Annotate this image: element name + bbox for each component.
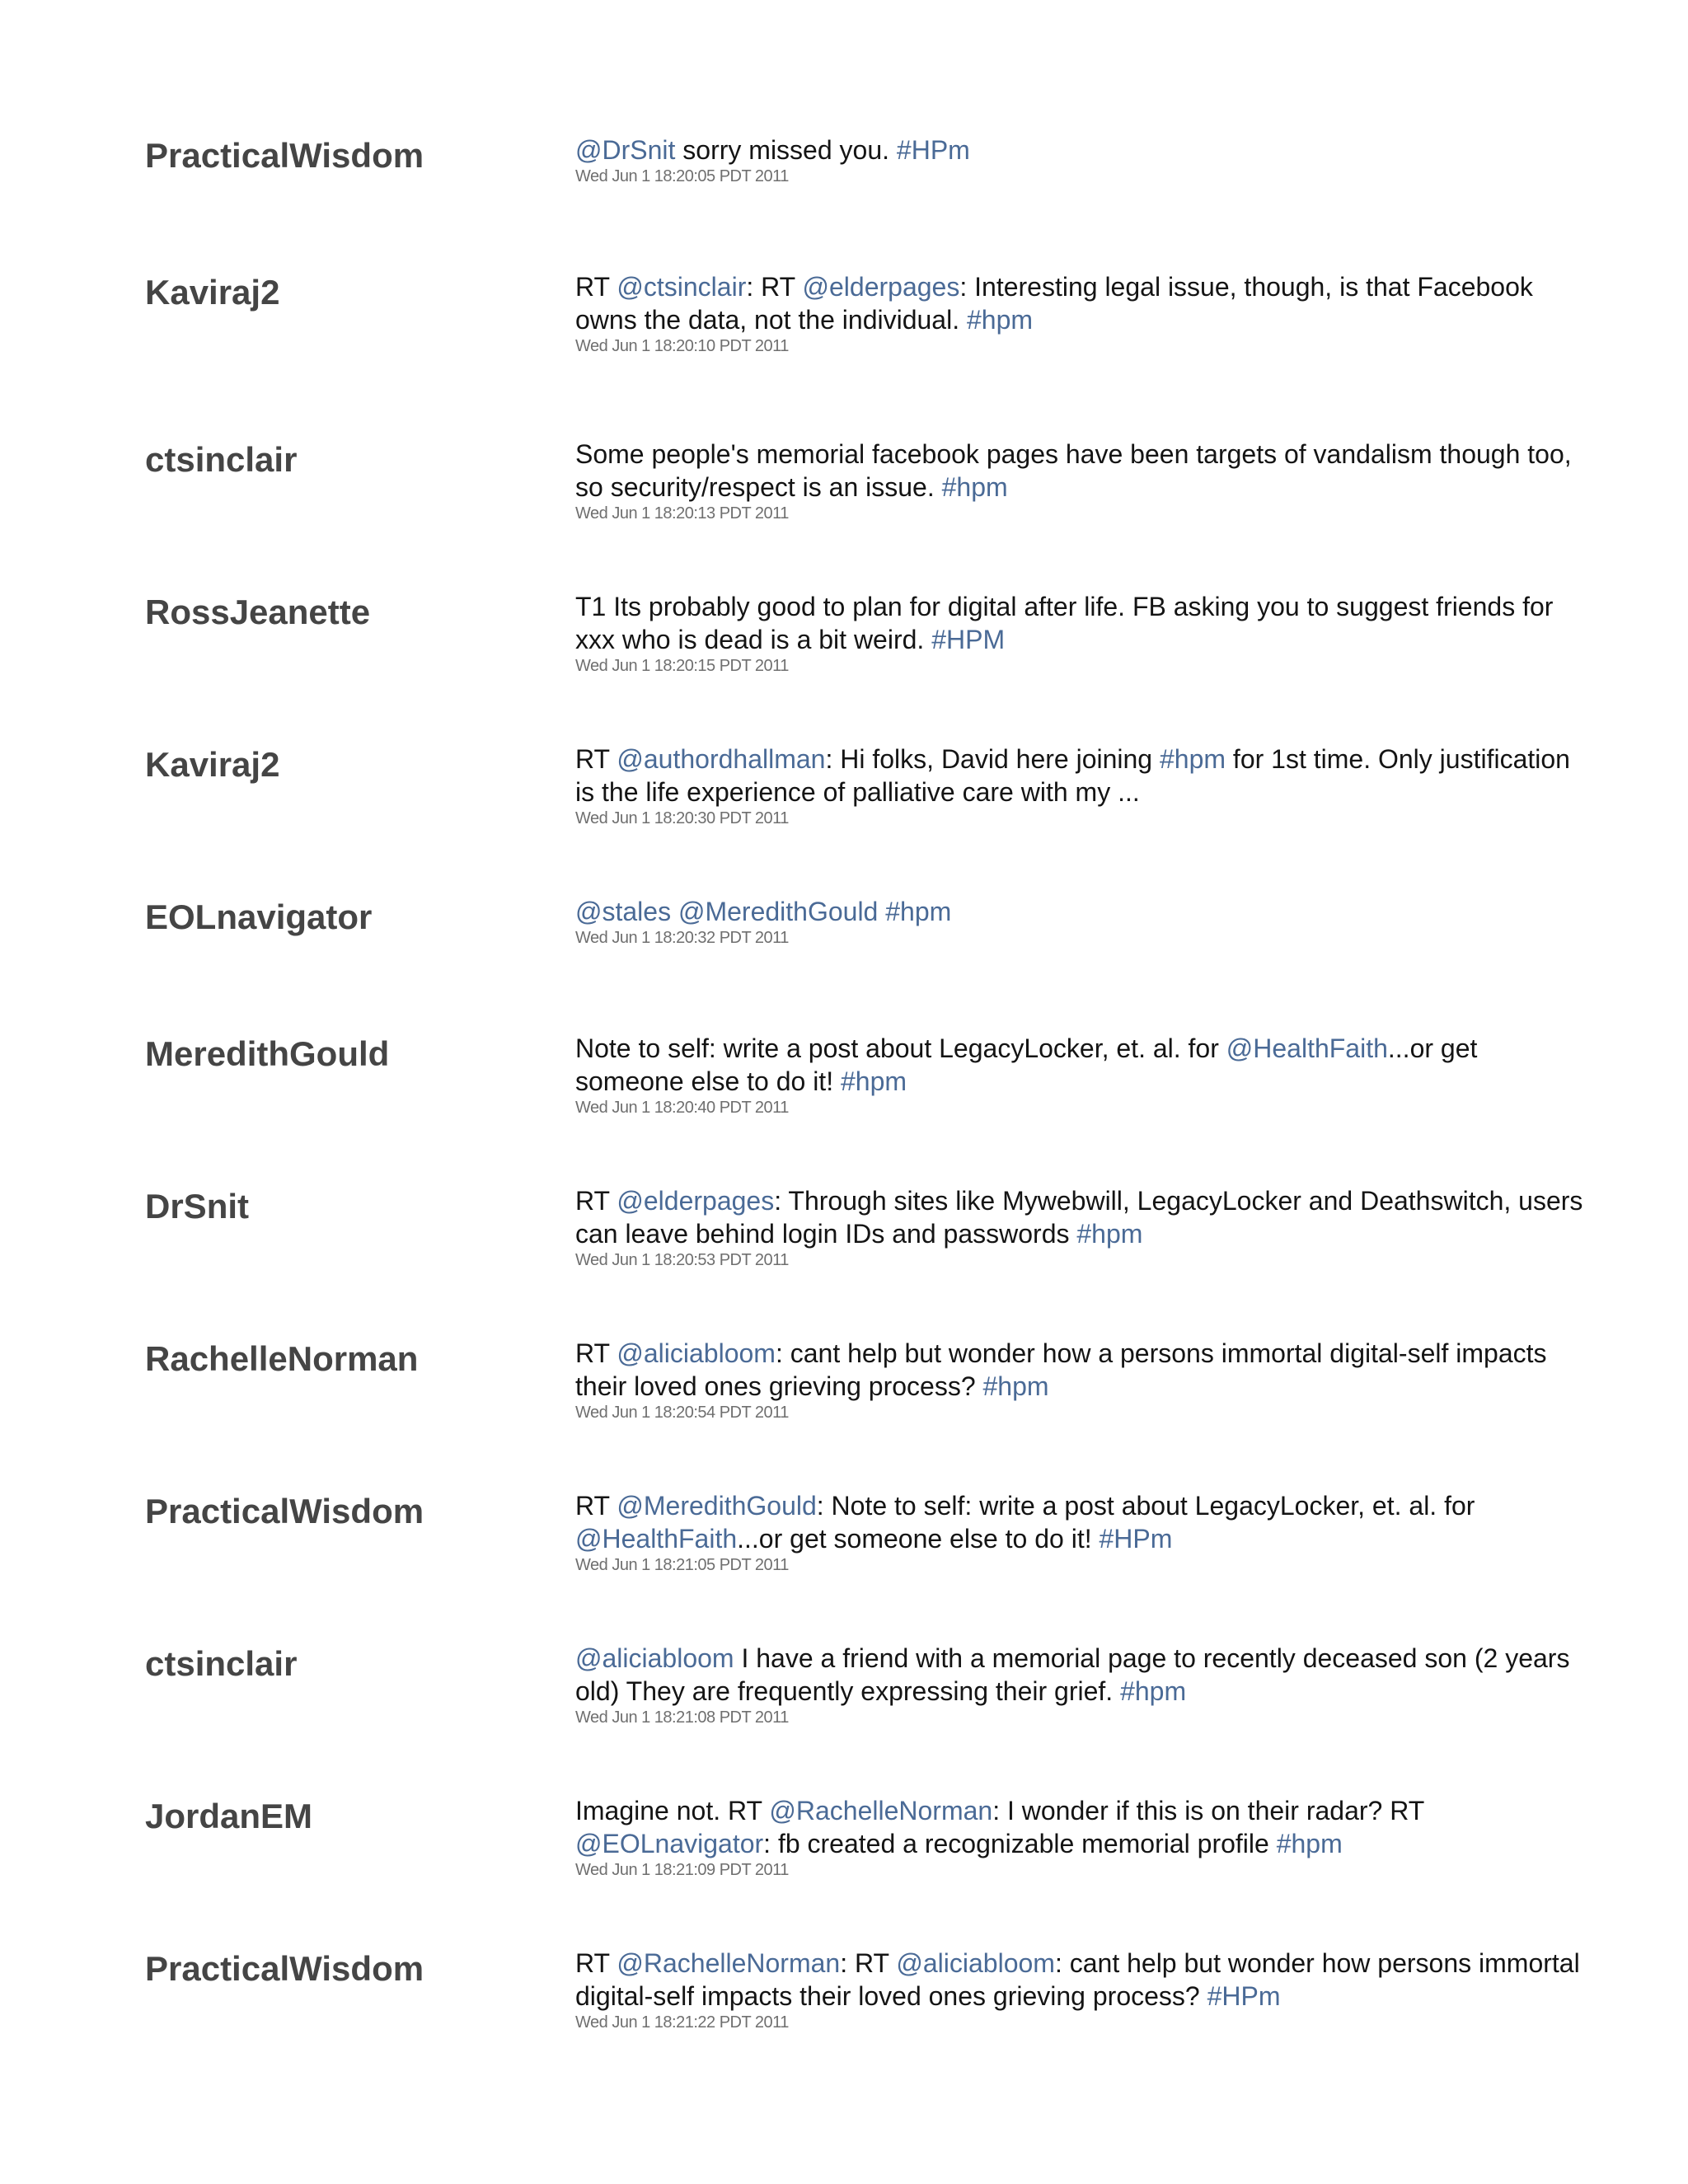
tweet-text-segment: : I wonder if this is on their radar? RT <box>992 1796 1424 1825</box>
mention-link[interactable]: @MeredithGould <box>678 897 879 926</box>
mention-link[interactable]: @EOLnavigator <box>575 1829 764 1858</box>
tweet-body <box>575 1337 1589 1422</box>
tweet-body <box>575 743 1589 828</box>
tweet-text-segment: Some people's memorial facebook pages have been targets of vandalism though too, so security/respect is an issue. <box>575 439 1572 502</box>
tweet-author: RachelleNorman <box>145 1339 419 1378</box>
tweet-text-segment: RT <box>575 1186 617 1216</box>
tweet-timestamp: Wed Jun 1 18:20:30 PDT 2011 <box>575 809 789 827</box>
hashtag-link[interactable]: #hpm <box>966 305 1034 335</box>
tweet-text-segment: Note to self: write a post about LegacyLocker, et. al. for <box>575 1033 1226 1063</box>
tweet-timestamp: Wed Jun 1 18:20:40 PDT 2011 <box>575 1099 789 1117</box>
tweet-text-segment: : cant help but wonder how a persons immortal digital-self impacts their loved ones grieving process? <box>575 1338 1547 1401</box>
hashtag-link[interactable]: #hpm <box>1076 1219 1143 1249</box>
tweet-author: ctsinclair <box>145 1644 298 1683</box>
tweet-text-segment: : Note to self: write a post about LegacyLocker, et. al. for <box>816 1491 1475 1521</box>
mention-link[interactable]: @aliciabloom <box>896 1948 1055 1978</box>
hashtag-link[interactable]: #hpm <box>1120 1676 1187 1706</box>
tweet-text <box>575 270 1589 336</box>
tweet-text-segment: : cant help but wonder how persons immortal digital-self impacts their loved ones grieving process? <box>575 1948 1580 2011</box>
tweet-author: PracticalWisdom <box>145 136 424 175</box>
tweet-body <box>575 590 1589 676</box>
mention-link[interactable]: @HealthFaith <box>1226 1033 1388 1063</box>
tweet-text <box>575 1184 1589 1250</box>
tweet-text-segment: RT <box>575 1491 617 1521</box>
tweet-author: JordanEM <box>145 1797 313 1835</box>
tweet-text <box>575 1794 1589 1860</box>
tweet-text-segment: RT <box>575 272 617 302</box>
tweet-text <box>575 438 1589 504</box>
hashtag-link[interactable]: #hpm <box>1276 1829 1343 1858</box>
tweet-author: DrSnit <box>145 1187 249 1226</box>
tweet-author: RossJeanette <box>145 593 371 631</box>
tweet-text-segment: : RT <box>840 1948 897 1978</box>
tweet-body <box>575 1032 1589 1118</box>
mention-link[interactable]: @authordhallman <box>617 744 826 774</box>
tweet-timestamp: Wed Jun 1 18:20:54 PDT 2011 <box>575 1404 789 1422</box>
tweet-body <box>575 1184 1589 1270</box>
tweet-text-segment <box>671 897 678 926</box>
tweet-author: MeredithGould <box>145 1034 390 1073</box>
tweet-timestamp: Wed Jun 1 18:20:53 PDT 2011 <box>575 1251 789 1269</box>
tweet-text-segment: RT <box>575 1338 617 1368</box>
tweet-body <box>575 1794 1589 1880</box>
mention-link[interactable]: @DrSnit <box>575 135 676 165</box>
tweet-author: EOLnavigator <box>145 898 373 936</box>
tweet-text-segment: : Through sites like Mywebwill, LegacyLocker and Deathswitch, users can leave behind login IDs and passwords <box>575 1186 1583 1249</box>
tweet-timestamp: Wed Jun 1 18:20:13 PDT 2011 <box>575 504 789 523</box>
hashtag-link[interactable]: #hpm <box>840 1066 907 1096</box>
hashtag-link[interactable]: #hpm <box>1159 744 1226 774</box>
mention-link[interactable]: @RachelleNorman <box>769 1796 993 1825</box>
tweet-text-segment: RT <box>575 1948 617 1978</box>
mention-link[interactable]: @MeredithGould <box>617 1491 817 1521</box>
tweet-text-segment: : Hi folks, David here joining <box>825 744 1160 774</box>
tweet-body <box>575 1489 1589 1575</box>
tweet-timestamp: Wed Jun 1 18:21:09 PDT 2011 <box>575 1861 789 1879</box>
tweet-text <box>575 134 1589 166</box>
tweet-author: Kaviraj2 <box>145 745 280 784</box>
tweet-text <box>575 895 1589 928</box>
tweet-body <box>575 1947 1589 2032</box>
tweet-text-segment: : fb created a recognizable memorial profile <box>763 1829 1277 1858</box>
tweet-text <box>575 1032 1589 1098</box>
tweet-text-segment: sorry missed you. <box>675 135 897 165</box>
hashtag-link[interactable]: #HPm <box>1099 1524 1173 1554</box>
tweet-author: Kaviraj2 <box>145 273 280 312</box>
tweet-text-segment: : RT <box>746 272 803 302</box>
mention-link[interactable]: @stales <box>575 897 672 926</box>
mention-link[interactable]: @aliciabloom <box>575 1643 734 1673</box>
tweet-author: ctsinclair <box>145 440 298 479</box>
tweet-body <box>575 438 1589 523</box>
tweet-timestamp: Wed Jun 1 18:21:08 PDT 2011 <box>575 1708 789 1727</box>
tweet-body <box>575 270 1589 356</box>
tweet-text <box>575 590 1589 656</box>
tweet-text <box>575 1947 1589 2013</box>
mention-link[interactable]: @elderpages <box>617 1186 775 1216</box>
hashtag-link[interactable]: #hpm <box>982 1371 1049 1401</box>
tweet-text-segment: T1 Its probably good to plan for digital after life. FB asking you to suggest friends for xxx who is dead is a bit weird. <box>575 592 1554 654</box>
tweet-timestamp: Wed Jun 1 18:20:10 PDT 2011 <box>575 337 789 355</box>
tweet-author: PracticalWisdom <box>145 1492 424 1530</box>
tweet-text-segment: RT <box>575 744 617 774</box>
tweet-body <box>575 895 1589 948</box>
tweet-text-segment: I have a friend with a memorial page to recently deceased son (2 years old) They are frequently expressing their grief. <box>575 1643 1570 1706</box>
tweet-text-segment: for 1st time. Only justification is the life experience of palliative care with my ... <box>575 744 1570 807</box>
mention-link[interactable]: @elderpages <box>802 272 960 302</box>
tweet-text <box>575 743 1589 808</box>
hashtag-link[interactable]: #HPM <box>931 625 1006 654</box>
tweet-timestamp: Wed Jun 1 18:20:32 PDT 2011 <box>575 929 789 947</box>
tweet-author: PracticalWisdom <box>145 1949 424 1988</box>
mention-link[interactable]: @aliciabloom <box>617 1338 776 1368</box>
tweet-text <box>575 1337 1589 1403</box>
tweet-text <box>575 1642 1589 1708</box>
tweet-text-segment: ...or get someone else to do it! <box>575 1033 1478 1096</box>
tweet-timestamp: Wed Jun 1 18:20:15 PDT 2011 <box>575 657 789 675</box>
tweet-body <box>575 134 1589 186</box>
hashtag-link[interactable]: #HPm <box>1207 1981 1281 2011</box>
tweet-text-segment: : Interesting legal issue, though, is that Facebook owns the data, not the individual. <box>575 272 1533 335</box>
mention-link[interactable]: @HealthFaith <box>575 1524 738 1554</box>
tweet-text <box>575 1489 1589 1555</box>
tweet-timestamp: Wed Jun 1 18:21:05 PDT 2011 <box>575 1556 789 1574</box>
hashtag-link[interactable]: #hpm <box>885 897 952 926</box>
tweet-text-segment <box>878 897 885 926</box>
mention-link[interactable]: @ctsinclair <box>617 272 747 302</box>
tweet-text-segment: Imagine not. RT <box>575 1796 770 1825</box>
tweet-timestamp: Wed Jun 1 18:20:05 PDT 2011 <box>575 167 789 185</box>
mention-link[interactable]: @RachelleNorman <box>617 1948 841 1978</box>
hashtag-link[interactable]: #HPm <box>896 135 970 165</box>
hashtag-link[interactable]: #hpm <box>941 472 1008 502</box>
tweet-timestamp: Wed Jun 1 18:21:22 PDT 2011 <box>575 2013 789 2032</box>
tweet-text-segment: ...or get someone else to do it! <box>737 1524 1100 1554</box>
tweet-body <box>575 1642 1589 1727</box>
